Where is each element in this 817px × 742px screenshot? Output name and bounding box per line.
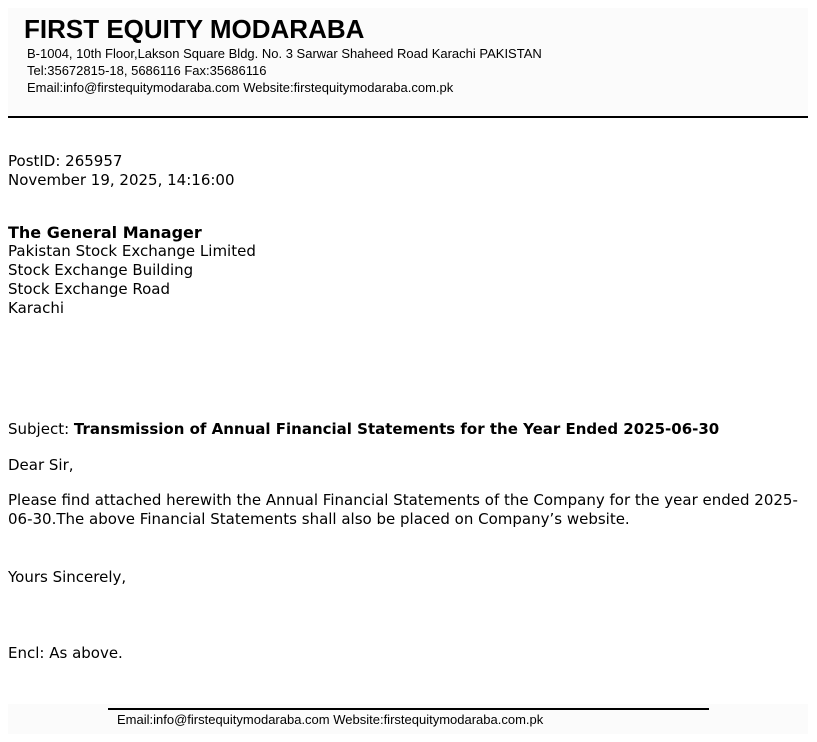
subject-text: Transmission of Annual Financial Statements for the Year Ended 2025-06-30	[73, 420, 720, 438]
header-divider	[8, 116, 808, 118]
company-name: FIRST EQUITY MODARABA	[24, 14, 365, 44]
closing: Yours Sincerely,	[8, 568, 127, 586]
footer	[8, 704, 808, 734]
company-email-website: Email:info@firstequitymodaraba.com Website:firstequitymodaraba.com.pk	[27, 80, 454, 95]
company-phone-fax: Tel:35672815-18, 5686116 Fax:35686116	[27, 63, 267, 78]
subject-label: Subject:	[8, 420, 74, 438]
recipient-organization: Pakistan Stock Exchange Limited	[8, 242, 256, 260]
greeting: Dear Sir,	[8, 456, 74, 474]
recipient-road: Stock Exchange Road	[8, 280, 170, 298]
letterhead	[8, 8, 808, 116]
company-address: B-1004, 10th Floor,Lakson Square Bldg. No. 3 Sarwar Shaheed Road Karachi PAKISTAN	[27, 46, 542, 61]
recipient-building: Stock Exchange Building	[8, 261, 194, 279]
footer-divider	[108, 708, 709, 710]
post-date: November 19, 2025, 14:16:00	[8, 171, 235, 189]
post-id: PostID: 265957	[8, 152, 123, 170]
footer-email-website: Email:info@firstequitymodaraba.com Website:firstequitymodaraba.com.pk	[117, 712, 544, 727]
recipient-title: The General Manager	[8, 223, 202, 242]
recipient-city: Karachi	[8, 299, 65, 317]
enclosure-note: Encl: As above.	[8, 644, 123, 662]
subject-line	[8, 420, 719, 439]
body-paragraph: Please find attached herewith the Annual Financial Statements of the Company for the year ended 2025-06-30.The above Financial Statements shall also be placed on Company’s website.	[8, 491, 798, 528]
